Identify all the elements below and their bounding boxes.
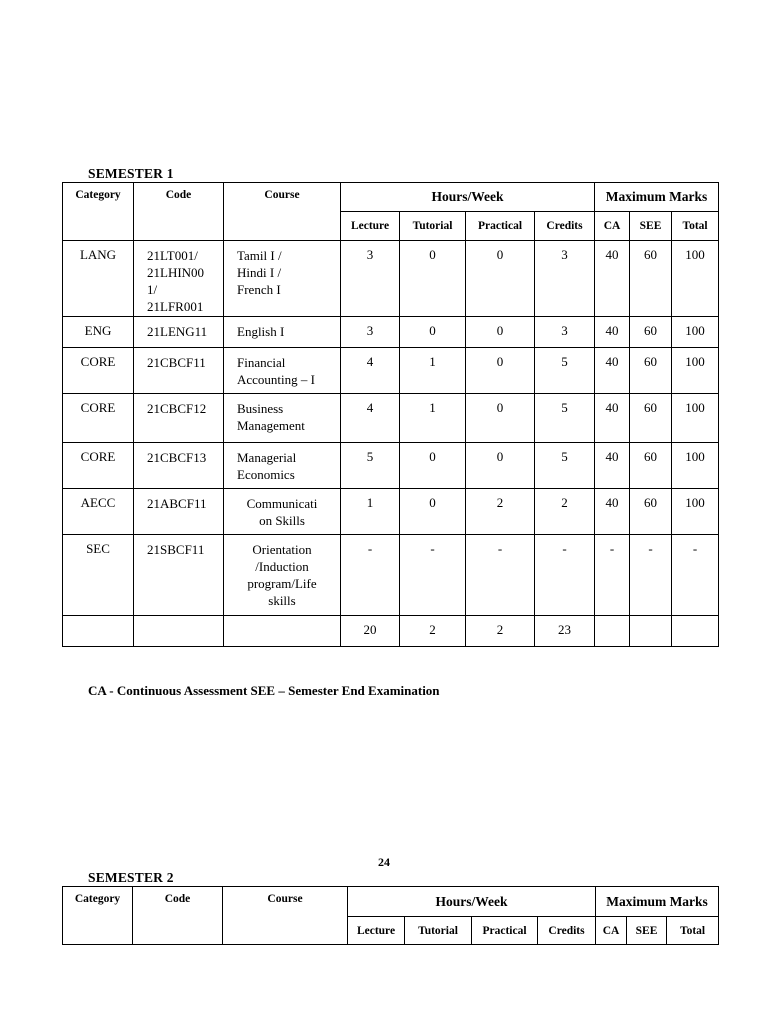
category-cell: LANG (63, 241, 134, 317)
lecture-cell: 4 (341, 394, 400, 443)
header-practical: Practical (466, 212, 535, 241)
ca-cell: 40 (595, 317, 630, 348)
course-line: /Induction (255, 559, 309, 574)
totals-total-cell (672, 616, 719, 647)
header-course: Course (223, 887, 348, 945)
table-row (63, 317, 719, 348)
see-cell: 60 (630, 348, 672, 394)
course-line: Tamil I / (237, 248, 282, 263)
lecture-cell: 3 (341, 317, 400, 348)
practical-cell: 0 (466, 317, 535, 348)
code-line: 21LFR001 (147, 299, 204, 314)
table-row (63, 348, 719, 394)
total-cell: 100 (672, 489, 719, 535)
code-line: 21LHIN00 (147, 265, 205, 280)
header-hours-week: Hours/Week (341, 183, 595, 212)
table-row (63, 443, 719, 489)
practical-cell: 0 (466, 241, 535, 317)
see-cell: 60 (630, 317, 672, 348)
see-cell: - (630, 535, 672, 616)
semester-1-table (62, 182, 719, 647)
table-row (63, 535, 719, 616)
tutorial-cell: 0 (400, 241, 466, 317)
lecture-cell: 1 (341, 489, 400, 535)
header-tutorial: Tutorial (400, 212, 466, 241)
code-cell (134, 394, 224, 443)
practical-cell: 0 (466, 348, 535, 394)
totals-see-cell (630, 616, 672, 647)
course-line: French I (237, 282, 281, 297)
totals-course-cell (224, 616, 341, 647)
lecture-cell: - (341, 535, 400, 616)
header-course: Course (224, 183, 341, 241)
code-line: 21LENG11 (147, 324, 208, 339)
total-cell: 100 (672, 348, 719, 394)
header-credits: Credits (535, 212, 595, 241)
course-cell (224, 241, 341, 317)
lecture-cell: 3 (341, 241, 400, 317)
code-cell (134, 443, 224, 489)
header-lecture: Lecture (348, 917, 405, 945)
header-maximum-marks: Maximum Marks (595, 183, 719, 212)
header-ca: CA (595, 212, 630, 241)
header-code: Code (133, 887, 223, 945)
header-lecture: Lecture (341, 212, 400, 241)
ca-cell: 40 (595, 348, 630, 394)
tutorial-cell: - (400, 535, 466, 616)
course-line: Financial (237, 355, 286, 370)
ca-cell: - (595, 535, 630, 616)
course-line: Management (237, 418, 305, 433)
course-line: Communicati (246, 496, 318, 511)
course-line: Accounting – I (237, 372, 315, 387)
total-cell: 100 (672, 317, 719, 348)
see-cell: 60 (630, 443, 672, 489)
see-cell: 60 (630, 394, 672, 443)
code-line: 21SBCF11 (147, 542, 205, 557)
table-row (63, 241, 719, 317)
lecture-cell: 4 (341, 348, 400, 394)
course-line: Economics (237, 467, 295, 482)
credits-cell: 2 (535, 489, 595, 535)
lecture-cell: 5 (341, 443, 400, 489)
ca-cell: 40 (595, 394, 630, 443)
see-cell: 60 (630, 489, 672, 535)
code-cell (134, 317, 224, 348)
code-line: 1/ (147, 282, 158, 297)
header-total: Total (672, 212, 719, 241)
course-cell (224, 394, 341, 443)
header-practical: Practical (472, 917, 538, 945)
footnote: CA - Continuous Assessment SEE – Semester End Examination (88, 683, 440, 698)
semester-1-title: SEMESTER 1 (88, 166, 174, 181)
totals-category-cell (63, 616, 134, 647)
totals-code-cell (134, 616, 224, 647)
practical-cell: 0 (466, 394, 535, 443)
credits-cell: 3 (535, 241, 595, 317)
table-row (63, 489, 719, 535)
see-cell: 60 (630, 241, 672, 317)
category-cell: CORE (63, 394, 134, 443)
course-line: on Skills (259, 513, 305, 528)
category-cell: SEC (63, 535, 134, 616)
code-cell (134, 241, 224, 317)
course-line: Hindi I / (237, 265, 282, 280)
credits-cell: 3 (535, 317, 595, 348)
code-cell (134, 348, 224, 394)
tutorial-cell: 0 (400, 443, 466, 489)
ca-cell: 40 (595, 489, 630, 535)
table-row (63, 394, 719, 443)
header-credits: Credits (538, 917, 596, 945)
category-cell: AECC (63, 489, 134, 535)
ca-cell: 40 (595, 241, 630, 317)
practical-cell: - (466, 535, 535, 616)
tutorial-cell: 0 (400, 489, 466, 535)
category-cell: ENG (63, 317, 134, 348)
totals-ca-cell (595, 616, 630, 647)
semester-2-title: SEMESTER 2 (88, 870, 174, 885)
credits-cell: - (535, 535, 595, 616)
code-cell (134, 489, 224, 535)
code-line: 21CBCF11 (147, 355, 206, 370)
total-lecture: 20 (341, 616, 400, 647)
credits-cell: 5 (535, 348, 595, 394)
header-ca: CA (596, 917, 627, 945)
category-cell: CORE (63, 443, 134, 489)
category-cell: CORE (63, 348, 134, 394)
total-practical: 2 (466, 616, 535, 647)
total-credits: 23 (535, 616, 595, 647)
total-cell: 100 (672, 394, 719, 443)
total-cell: 100 (672, 443, 719, 489)
course-cell (224, 489, 341, 535)
code-cell (134, 535, 224, 616)
course-cell (224, 317, 341, 348)
course-line: Business (237, 401, 284, 416)
practical-cell: 2 (466, 489, 535, 535)
ca-cell: 40 (595, 443, 630, 489)
code-line: 21CBCF13 (147, 450, 207, 465)
header-category: Category (63, 183, 134, 241)
semester-2-table (62, 886, 719, 945)
course-cell (224, 348, 341, 394)
tutorial-cell: 1 (400, 348, 466, 394)
course-line: English I (237, 324, 285, 339)
practical-cell: 0 (466, 443, 535, 489)
credits-cell: 5 (535, 394, 595, 443)
code-line: 21CBCF12 (147, 401, 207, 416)
course-line: program/Life (247, 576, 317, 591)
credits-cell: 5 (535, 443, 595, 489)
tutorial-cell: 0 (400, 317, 466, 348)
course-cell (224, 443, 341, 489)
code-line: 21LT001/ (147, 248, 198, 263)
header-hours-week: Hours/Week (348, 887, 596, 917)
header-see: SEE (627, 917, 667, 945)
header-see: SEE (630, 212, 672, 241)
course-cell (224, 535, 341, 616)
header-tutorial: Tutorial (405, 917, 472, 945)
totals-row (63, 616, 719, 647)
header-category: Category (63, 887, 133, 945)
total-cell: - (672, 535, 719, 616)
header-maximum-marks: Maximum Marks (596, 887, 719, 917)
course-line: Orientation (252, 542, 312, 557)
page-number: 24 (378, 855, 390, 869)
course-line: Managerial (237, 450, 297, 465)
header-code: Code (134, 183, 224, 241)
header-total: Total (667, 917, 719, 945)
tutorial-cell: 1 (400, 394, 466, 443)
total-tutorial: 2 (400, 616, 466, 647)
code-line: 21ABCF11 (147, 496, 207, 511)
course-line: skills (268, 593, 296, 608)
total-cell: 100 (672, 241, 719, 317)
